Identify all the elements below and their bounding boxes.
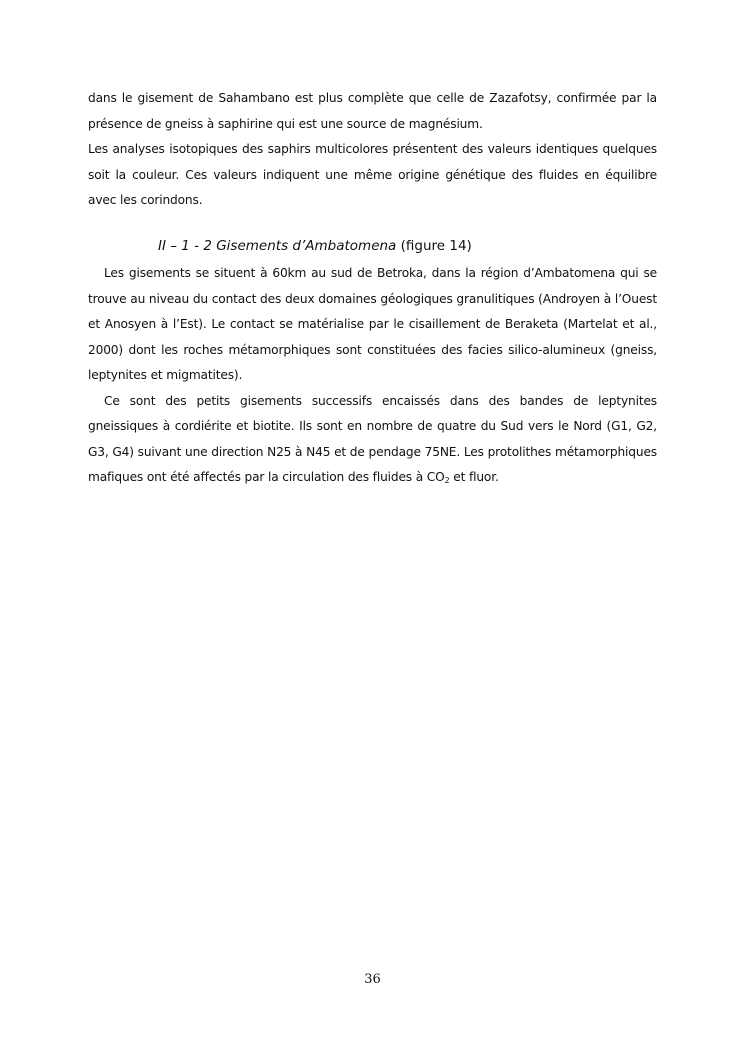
section-paragraph-2 xyxy=(88,389,657,491)
page-number: 36 xyxy=(364,972,381,987)
section-paragraph-2-text: Ce sont des petits gisements successifs encaissés dans des bandes de leptynites gneissiques à cordiérite et biotite. Ils sont en nombre de quatre du Sud vers le Nord (G1, G2, G3, G4) suivant une direction N25 à N45 et de pendage 75NE. Les protolithes métamorphiques mafiques ont été affectés par la circulation des fluides à CO xyxy=(88,393,657,484)
section-paragraph-2-end: et fluor. xyxy=(449,470,499,484)
intro-text-block xyxy=(88,86,657,214)
section-text-block xyxy=(88,261,657,491)
intro-paragraph-2: Les analyses isotopiques des saphirs multicolores présentent des valeurs identiques quelques soit la couleur. Ces valeurs indiquent une même origine génétique des fluides en équilibre avec les corindons. xyxy=(88,142,657,207)
co2-subscript: 2 xyxy=(444,476,450,485)
section-heading xyxy=(158,236,472,256)
section-heading-figure-ref: (figure 14) xyxy=(396,238,472,254)
section-heading-title: II – 1 - 2 Gisements d’Ambatomena xyxy=(158,238,397,254)
section-paragraph-1: Les gisements se situent à 60km au sud de Betroka, dans la région d’Ambatomena qui se trouve au niveau du contact des deux domaines géologiques granulitiques (Androyen à l’Ouest et Anosyen à l’Est). Le contact se matérialise par le cisaillement de Beraketa (Martelat et al., 2000) dont les roches métamorphiques sont constituées des facies silico-alumineux (gneiss, leptynites et migmatites). xyxy=(88,266,657,382)
intro-paragraph-1: dans le gisement de Sahambano est plus complète que celle de Zazafotsy, confirmée par la présence de gneiss à saphirine qui est une source de magnésium. xyxy=(88,91,657,131)
